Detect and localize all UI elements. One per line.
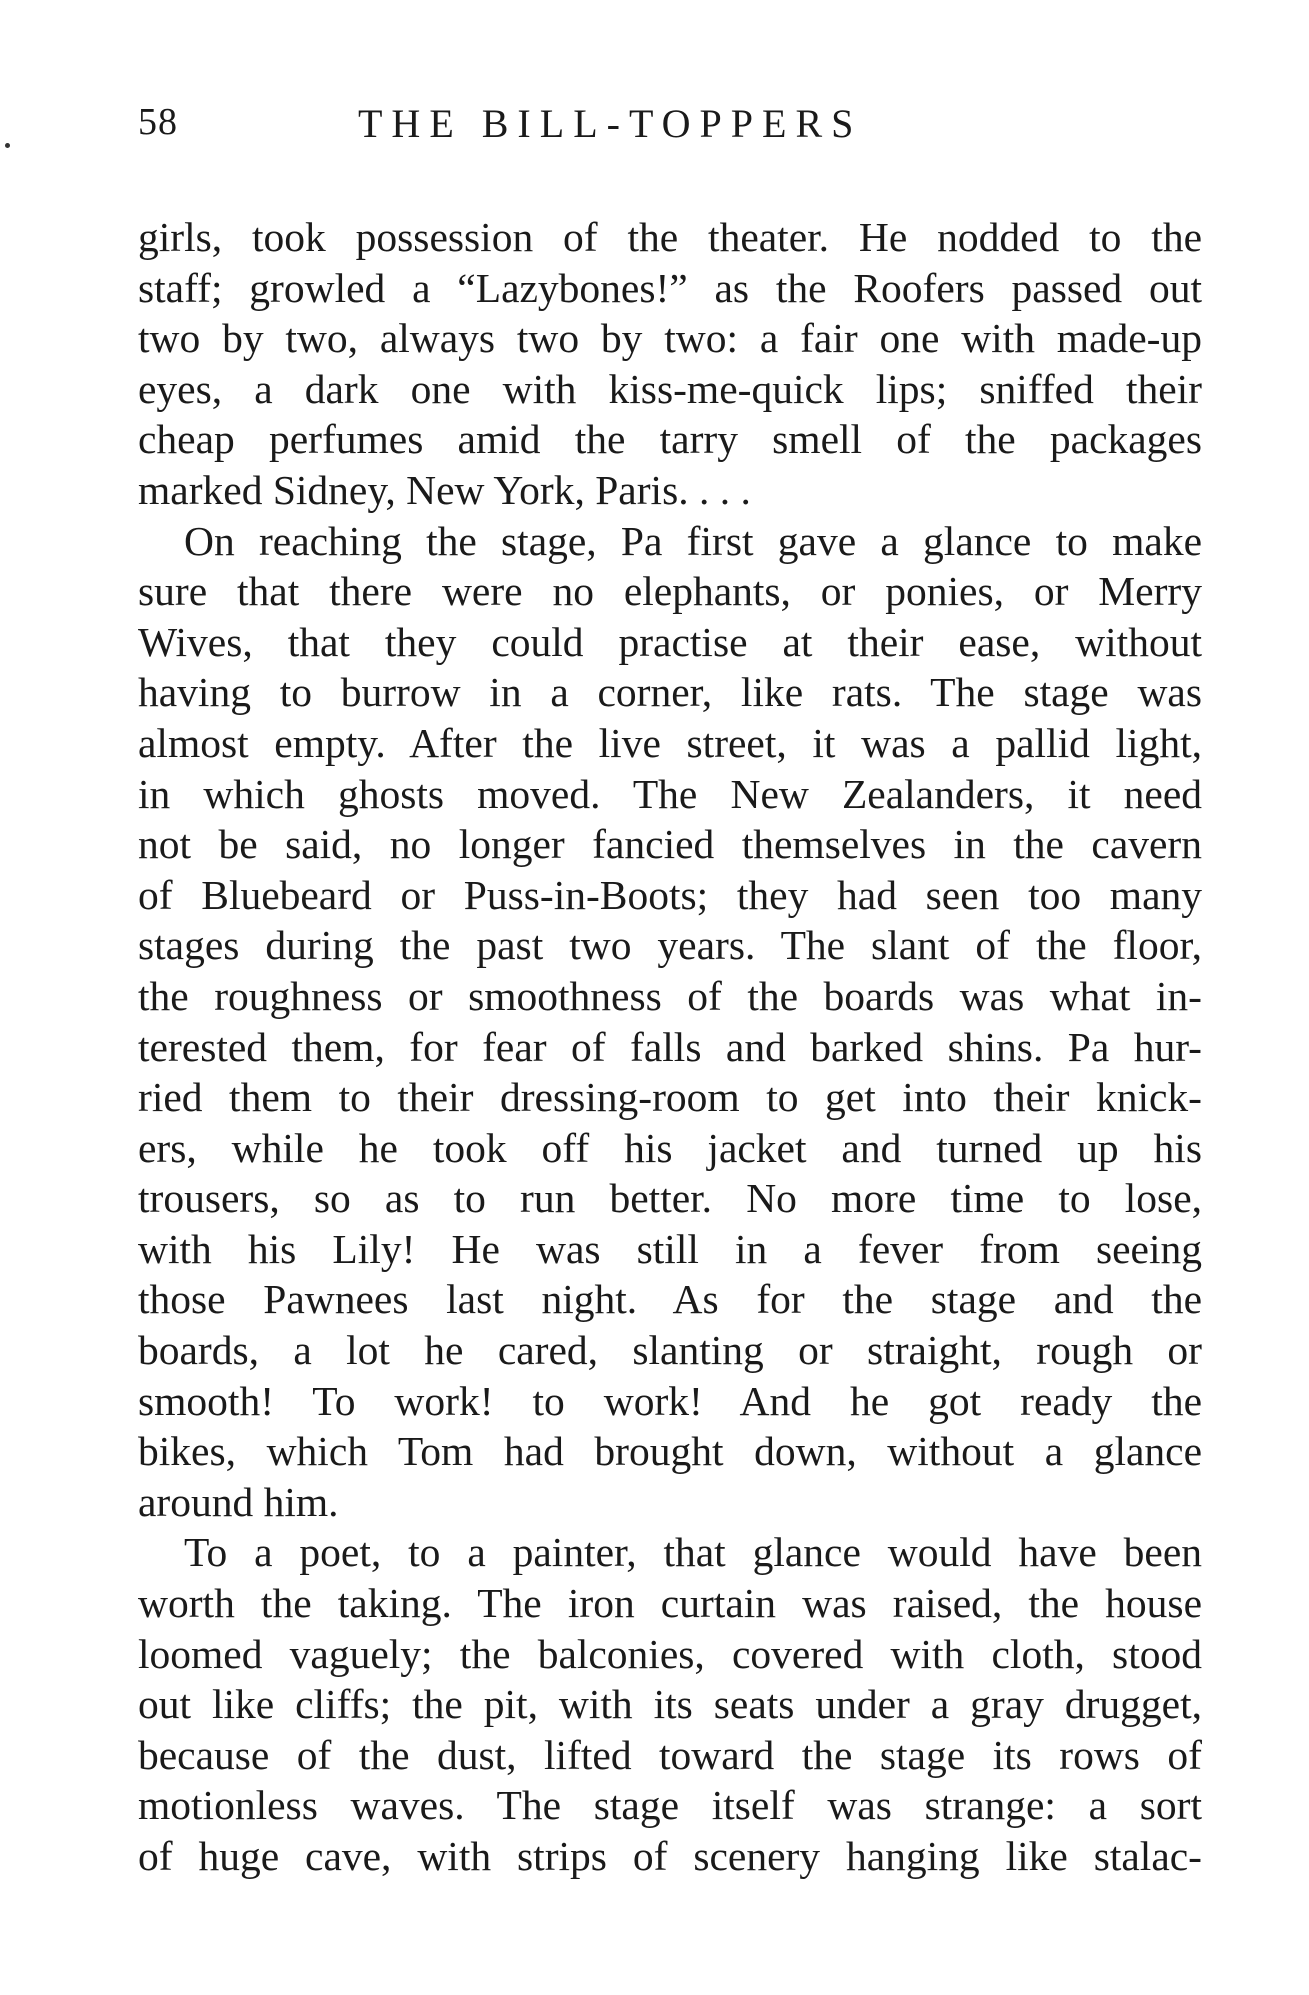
running-head	[138, 100, 1198, 160]
text-line: boards, a lot he cared, slanting or straight, rough or	[138, 1327, 1202, 1374]
paragraph-start-line: To a poet, to a painter, that glance would have been	[184, 1529, 1202, 1576]
text-line: not be said, no longer fancied themselves in the cavern	[138, 821, 1202, 868]
text-line: trousers, so as to run better. No more time to lose,	[138, 1175, 1202, 1222]
text-line: almost empty. After the live street, it was a pallid light,	[138, 719, 1202, 766]
text-line: out like cliffs; the pit, with its seats under a gray drugget,	[138, 1681, 1202, 1728]
text-line: having to burrow in a corner, like rats. The stage was	[138, 669, 1202, 716]
text-line: with his Lily! He was still in a fever from seeing	[138, 1225, 1202, 1272]
text-line: terested them, for fear of falls and barked shins. Pa hur-	[138, 1023, 1202, 1070]
text-line: worth the taking. The iron curtain was raised, the house	[138, 1580, 1202, 1627]
text-line: marked Sidney, New York, Paris. . . .	[138, 466, 751, 513]
text-line: of Bluebeard or Puss-in-Boots; they had seen too many	[138, 871, 1202, 918]
text-line: cheap perfumes amid the tarry smell of the packages	[138, 416, 1202, 463]
text-line: ried them to their dressing-room to get into their knick-	[138, 1074, 1202, 1121]
text-line: around him.	[138, 1478, 339, 1525]
text-line: staff; growled a “Lazybones!” as the Roofers passed out	[138, 264, 1202, 311]
text-line: motionless waves. The stage itself was strange: a sort	[138, 1782, 1202, 1829]
text-line: in which ghosts moved. The New Zealanders, it need	[138, 770, 1202, 817]
paragraph-start-line: On reaching the stage, Pa first gave a glance to make	[184, 517, 1202, 564]
text-line: ers, while he took off his jacket and turned up his	[138, 1124, 1202, 1171]
text-line: stages during the past two years. The slant of the floor,	[138, 922, 1202, 969]
page-number: 58	[138, 101, 178, 143]
text-line: the roughness or smoothness of the boards was what in-	[138, 972, 1202, 1019]
text-line: because of the dust, lifted toward the stage its rows of	[138, 1731, 1202, 1778]
text-line: those Pawnees last night. As for the stage and the	[138, 1276, 1202, 1323]
text-line: bikes, which Tom had brought down, without a glance	[138, 1428, 1202, 1475]
text-line: Wives, that they could practise at their ease, without	[138, 618, 1202, 665]
book-title: THE BILL-TOPPERS	[358, 101, 863, 146]
text-line: of huge cave, with strips of scenery hanging like stalac-	[138, 1833, 1202, 1879]
text-line: two by two, always two by two: a fair one with made-up	[138, 315, 1202, 362]
text-line: eyes, a dark one with kiss-me-quick lips; sniffed their	[138, 365, 1202, 412]
body-text	[138, 212, 1202, 1882]
text-line: sure that there were no elephants, or ponies, or Merry	[138, 568, 1202, 615]
text-line: loomed vaguely; the balconies, covered with cloth, stood	[138, 1630, 1202, 1677]
page-speck	[5, 143, 10, 148]
text-line: girls, took possession of the theater. He nodded to the	[138, 214, 1202, 260]
text-line: smooth! To work! to work! And he got ready the	[138, 1377, 1202, 1424]
